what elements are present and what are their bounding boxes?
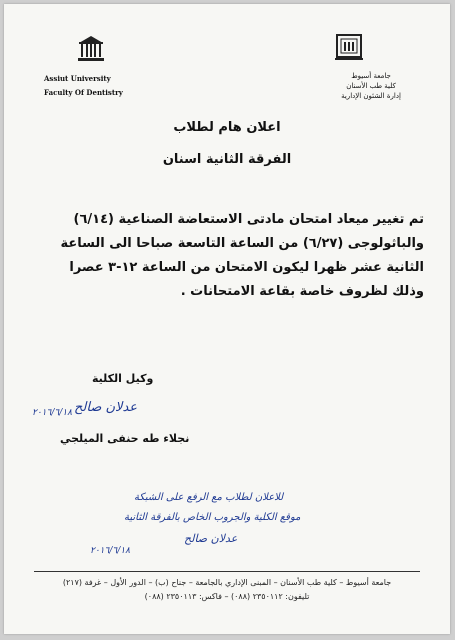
university-logo-left [76,34,106,64]
handwritten-note-line-1: للاعلان لطلاب مع الرفع على الشبكة [134,492,284,503]
handwritten-signature-2: عدلان صالح [184,532,238,545]
english-university-name: Assiut University [44,74,111,83]
document-page [4,4,450,634]
announcement-body [38,208,424,304]
handwritten-note-line-2: موقع الكلية والجروب الخاص بالفرقة الثانية [124,512,301,523]
announcement-title: اعلان هام لطلاب [173,120,281,135]
signatory-name: نجلاء طه حنفى الميلجي [60,432,190,445]
arabic-letterhead [326,71,416,101]
arabic-university-name: جامعة أسيوط [351,72,391,80]
university-logo-right [334,32,364,62]
handwritten-date-2: ٢٠١٦/٦/١٨ [90,546,130,556]
handwritten-signature: عدلان صالح [74,400,138,415]
footer-address: جامعة أسيوط – كلية طب الأسنان – المبنى الإداري بالجامعة – جناح (ب) – الدور الأول – غرفة (٢١٧) [62,578,392,587]
english-letterhead [44,72,123,100]
body-line: تم تغيير ميعاد امتحان مادتى الاستعاضة الصناعية (٦/١٤) [73,212,424,227]
footer-phone: تليفون: ٢٣٥٠١١٢ (٠٨٨) – فاكس: ٢٣٥٠١١٣ (٠٨٨) [144,592,310,601]
signatory-title: وكيل الكلية [92,372,154,385]
announcement-subtitle: الفرقة الثانية اسنان [162,152,292,167]
handwritten-date: ٢٠١٦/٦/١٨ [32,408,72,418]
body-line: وذلك لظروف خاصة بقاعة الامتحانات . [180,284,424,299]
english-faculty-name: Faculty Of Dentistry [44,88,123,97]
arabic-faculty-name: كلية طب الأسنان [346,82,396,90]
body-line: والباثولوجى (٦/٢٧) من الساعة التاسعة صباحا الى الساعة [60,236,424,251]
arabic-department-name: إدارة الشئون الإدارية [341,92,401,100]
footer-divider [34,571,420,572]
body-line: الثانية عشر ظهرا ليكون الامتحان من الساعة ١٢-٣ عصرا [69,260,424,275]
